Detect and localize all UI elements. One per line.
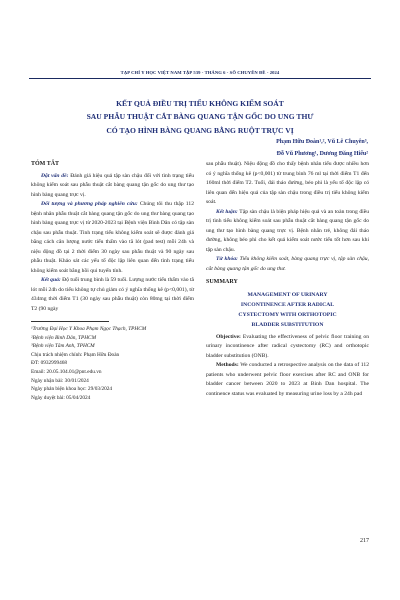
keywords-text-vi: Tiểu không kiểm soát, bàng quang trực vị, tập sàn chậu, cắt bàng quang tận gốc do ung thư. bbox=[206, 256, 369, 272]
summary-heading-vi: TÓM TẮT bbox=[31, 161, 60, 167]
objective-text-en: Evaluating the effectiveness of pelvic floor training on urinary incontinence after radical cystectomy (RC) and orthotopic bladder substitution (ONB). bbox=[206, 333, 369, 359]
methods-lead-en: Methods: bbox=[216, 362, 239, 368]
phone: ĐT: 0932999468 bbox=[31, 360, 68, 367]
objective-lead-en: Objective: bbox=[216, 333, 241, 340]
abstract-conclusion-vi bbox=[206, 208, 369, 256]
affiliation-3: ³Bệnh viện Tâm Anh, TPHCM bbox=[31, 343, 95, 350]
header-divider bbox=[29, 78, 371, 79]
footnote-divider bbox=[31, 321, 109, 322]
author-line-1: Phạm Hữu Đoàn¹,², Vũ Lê Chuyên³, bbox=[276, 139, 368, 145]
abstract-methods-en bbox=[206, 361, 369, 399]
background-text: Đánh giá hiệu quả tập sàn chậu đối với tình trạng tiểu không kiểm soát sau phẫu thuật cắt bàng quang tận gốc do ung thư tạo hình bàng quang trực vị. bbox=[31, 172, 194, 198]
footnotes bbox=[31, 325, 194, 402]
date-received: Ngày nhận bài: 30/01/2024 bbox=[31, 377, 89, 384]
summary-heading-en: SUMMARY bbox=[206, 279, 238, 285]
english-title bbox=[206, 290, 369, 330]
affiliation-1: ¹Trường Đại Học Y Khoa Phạm Ngọc Thạch, TPHCM bbox=[31, 326, 147, 332]
keywords-lead-vi: Từ khóa: bbox=[216, 256, 238, 262]
background-lead: Đặt vấn đề: bbox=[41, 172, 69, 179]
date-accepted: Ngày duyệt bài: 05/04/2024 bbox=[31, 394, 91, 401]
abstract-objective-en bbox=[206, 333, 369, 362]
running-header: TẠP CHÍ Y HỌC VIỆT NAM TẬP 539 - THÁNG 6 - SỐ CHUYÊN ĐỀ - 2024 bbox=[120, 70, 280, 75]
email: Email: 20.05.104.01@pnt.edu.vn bbox=[31, 368, 102, 375]
article-title bbox=[32, 97, 368, 137]
english-title-line-1: MANAGEMENT OF URINARY bbox=[247, 291, 328, 298]
methods-text-en: We conducted a retrospective analysis on the data of 112 patients who underwent pelvic floor exercises after RC and ONB for bladder cancer between 2020 to 2023 at Binh Dan hospital. The continence status was evaluated by measuring urine loss by a 24h pad bbox=[206, 362, 369, 397]
author-list bbox=[276, 137, 368, 160]
english-title-line-3: CYSTECTOMY WITH ORTHOTOPIC bbox=[238, 311, 337, 318]
affiliation-2: ²Bệnh viện Bình Dân, TPHCM bbox=[31, 334, 96, 341]
right-column bbox=[206, 160, 369, 399]
page-number: 217 bbox=[360, 538, 369, 544]
left-column bbox=[31, 160, 194, 402]
abstract-results-vi bbox=[31, 276, 194, 314]
english-title-line-2: INCONTINENCE AFTER RADICAL bbox=[240, 301, 335, 308]
abstract-background bbox=[31, 172, 194, 201]
methods-lead-vi: Đối tượng và phương pháp nghiên cứu: bbox=[41, 201, 138, 207]
english-title-line-4: BLADDER SUBSTITUTION bbox=[251, 321, 324, 328]
methods-text-vi: Chúng tôi thu thập 112 bệnh nhân phẫu thuật cắt bàng quang tận gốc do ung thư bàng quang tạo hình bàng quang trực vị từ 2020-2023 tại Bệnh viện Bình Dân có tập sàn chậu sau phẫu thuật. Tình trạng tiểu không kiểm soát sẽ được đánh giá bằng cách cân lượng nước tiểu thấm vào tã lót (pad test) mỗi 24h và niệu động đồ tại 2 thời điểm 30 ngày sau phẫu thuật và 90 ngày sau phẫu thuật. Khảo sát các yếu tố độc lập liên quan đến tình trạng tiểu không kiểm soát bằng hồi qui tuyến tính. bbox=[31, 201, 194, 274]
conclusion-lead-vi: Kết luận: bbox=[216, 208, 238, 215]
author-line-2: Đỗ Vũ Phương¹, Dương Đăng Hiếu² bbox=[276, 150, 368, 157]
corresponding-author: Chịu trách nhiệm chính: Phạm Hữu Đoàn bbox=[31, 351, 120, 358]
results-lead-vi: Kết quả: bbox=[41, 277, 61, 283]
keywords-vi bbox=[206, 255, 369, 274]
title-line-3: CÓ TẠO HÌNH BÀNG QUANG BẰNG RUỘT TRỰC VỊ bbox=[106, 125, 294, 135]
conclusion-text-vi: Tập sàn chậu là biện pháp hiệu quả và an toàn trong điều trị tình tiểu không kiểm soát sau phẫu thuật cắt bàng quang tận gốc do ung thư tạo hình bàng quang trực vị. Bệnh nhân trẻ, không đái tháo đường, không béo phì cho kết quả kiểm soát nước tiểu tốt hơn sau khi tập sàn chậu. bbox=[206, 208, 369, 253]
abstract-methods-vi bbox=[31, 200, 194, 276]
date-reviewed: Ngày phản biện khoa học: 29/03/2024 bbox=[31, 386, 113, 393]
title-line-2: SAU PHẪU THUẬT CẮT BÀNG QUANG TẬN GỐC DO UNG THƯ bbox=[86, 112, 314, 122]
title-line-1: KẾT QUẢ ĐIỀU TRỊ TIỂU KHÔNG KIỂM SOÁT bbox=[116, 99, 284, 108]
results-continued-vi: sau phẫu thuật). Niệu động đồ cho thấy bệnh nhân tiểu được nhiều hơn có ý nghĩa thống kê (p<0,001) từ trung bình 76 ml tại thời điểm T1 đến 160ml thời điểm T2. Tuổi, đái tháo đường, béo phì là yếu tố độc lập có liên quan đến hiệu quả của tập sàn chậu trong điều trị tiểu không kiểm soát. bbox=[206, 161, 369, 205]
results-text-vi: Độ tuổi trung bình là 59 tuổi. Lượng nước tiểu thấm vào tã lót mỗi 24h do tiểu không tự chủ giảm có ý nghĩa thống kê (p<0,001), từ 434mg thời điểm T1 (30 ngày sau phẫu thuật) còn 80mg tại thời điểm T2 (90 ngày bbox=[31, 277, 194, 312]
